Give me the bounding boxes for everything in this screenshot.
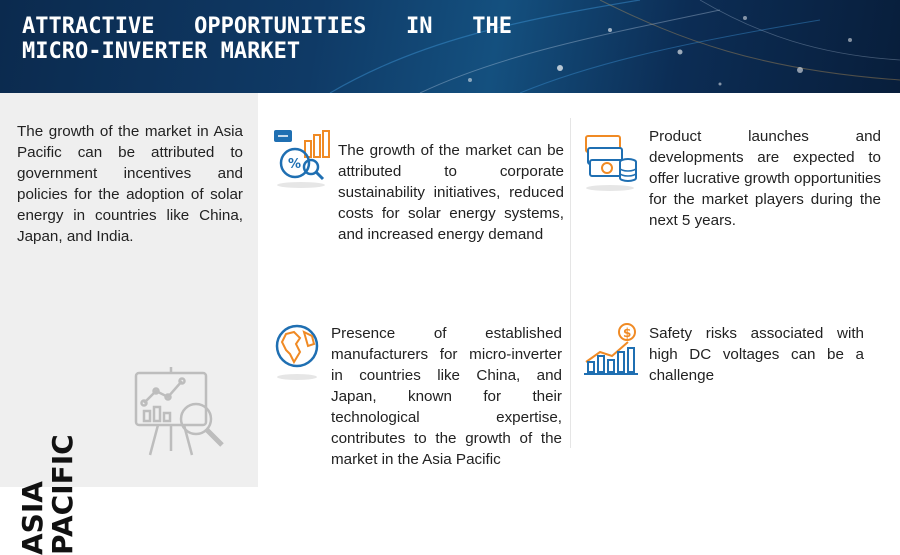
card-text-safety-risks: Safety risks associated with high DC voltages can be a challenge [649,325,864,384]
card-text-established-manufacturers: Presence of established manufacturers for micro-inverter in countries like China, and Japan, known for their technological expertise, contributes to the growth of the market in the Asia Pacific [331,325,562,468]
left-panel-text: The growth of the market in Asia Pacific can be attributed to government incentives and policies for the adoption of solar energy in countries like China, Japan, and India. [17,123,243,245]
region-line-2: PACIFIC [46,434,79,555]
money-coins-icon [582,130,642,192]
analytics-magnifier-icon [130,363,230,463]
percent-chart-magnifier-icon [271,127,335,191]
card-text-sustainability: The growth of the market can be attributed to corporate sustainability initiatives, reduced costs for solar energy systems, and increased energy demand [338,142,564,243]
globe-icon [272,322,324,382]
region-label [16,434,98,555]
region-line-1: ASIA [16,481,49,555]
header-banner [0,0,900,93]
left-panel [0,93,258,555]
dollar-growth-chart-icon [582,322,642,378]
column-divider [570,118,571,448]
card-text-product-launches: Product launches and developments are expected to offer lucrative growth opportunities for the market players during the next 5 years. [649,128,881,229]
svg-text:$: $ [623,326,632,340]
svg-text:%: % [288,157,302,172]
page-title: ATTRACTIVE OPPORTUNITIES IN THE MICRO-INVERTER MARKET [22,14,512,64]
